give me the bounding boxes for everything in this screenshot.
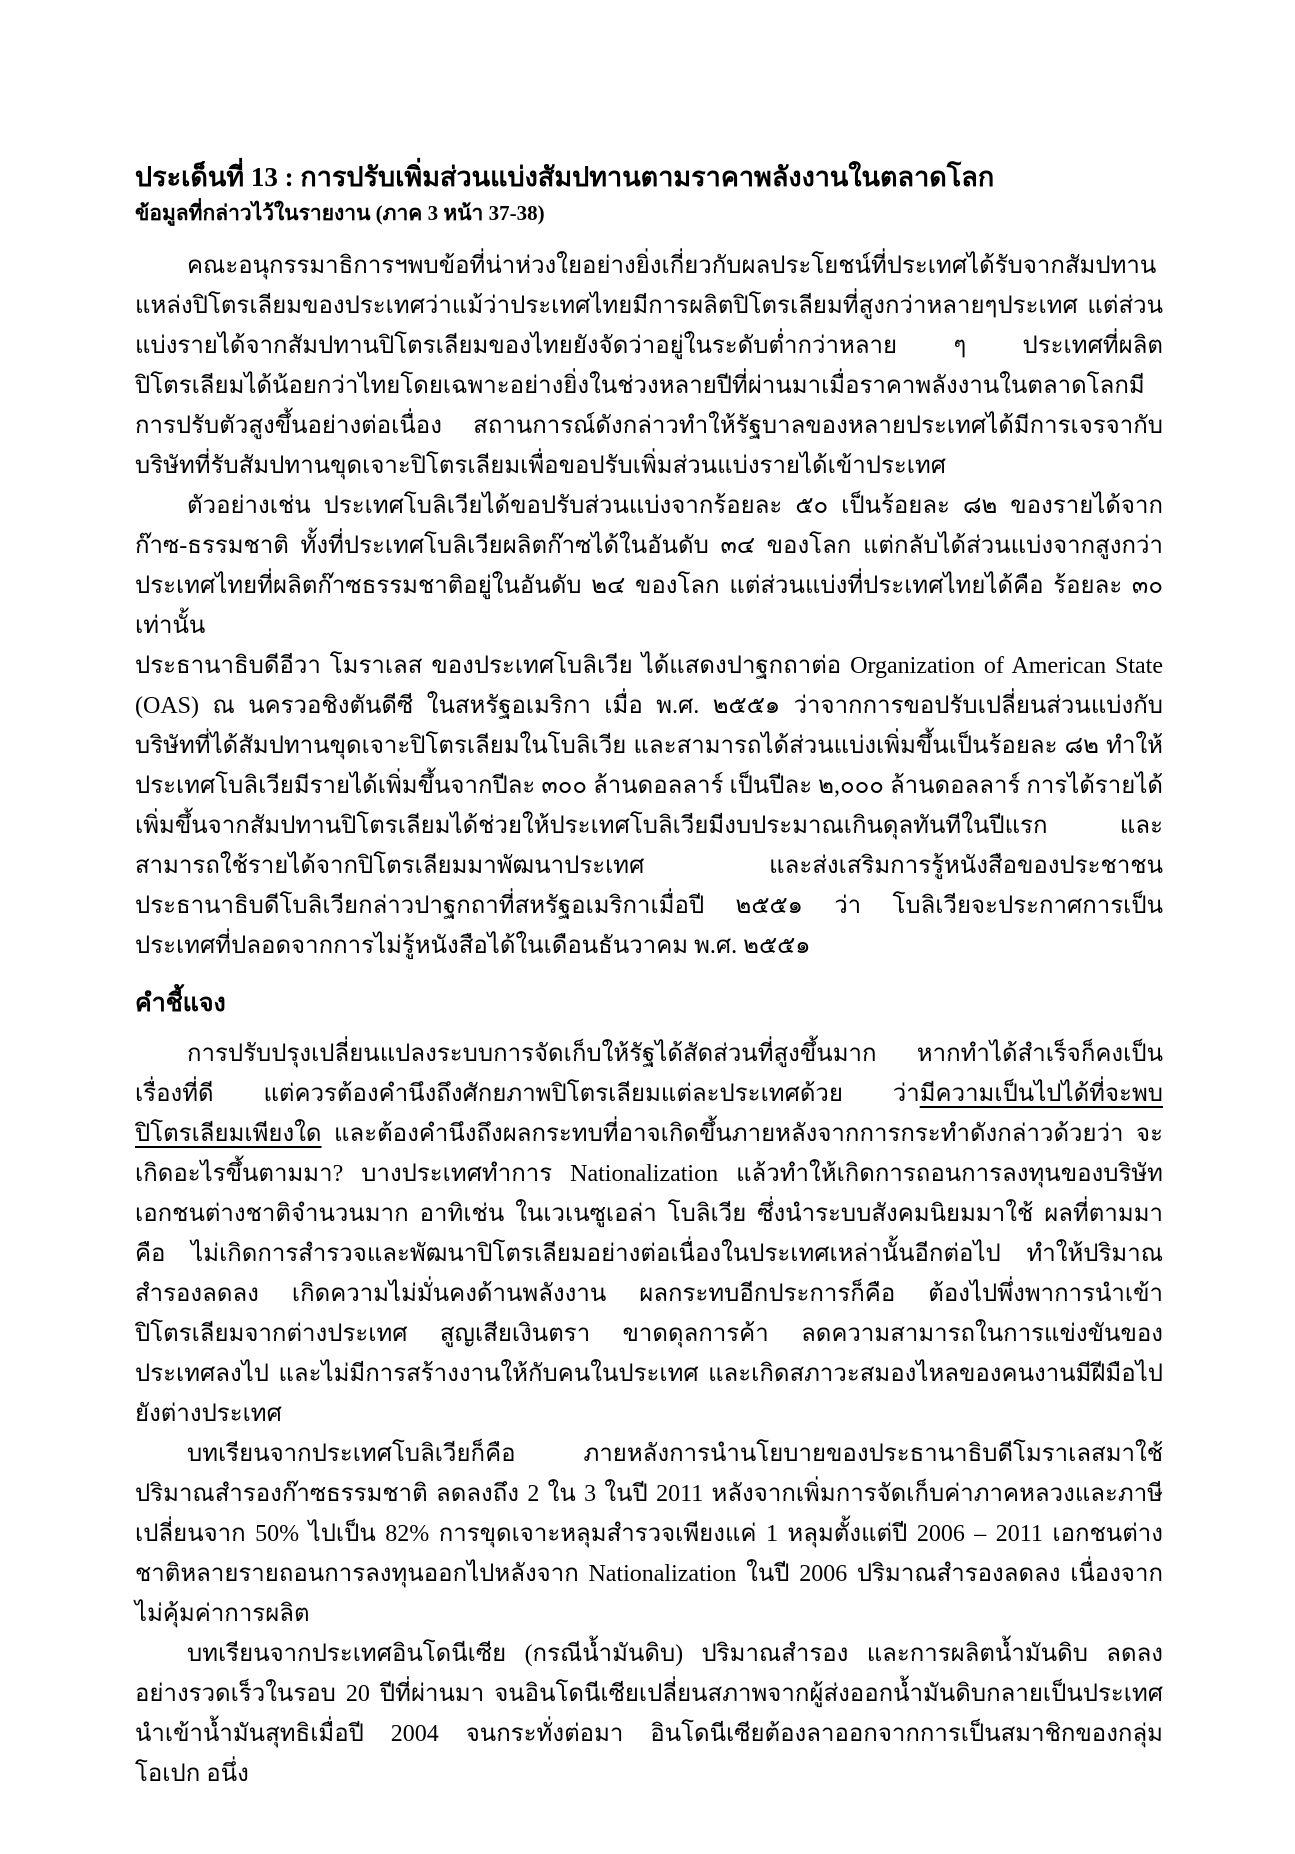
text-segment: คณะอนุกรรมาธิการฯพบข้อที่น่าห่วงใยอย่างยิ่งเกี่ยวกับผลประโยชน์ที่ประเทศได้รับจากสัมปทานแหล่งปิโตรเลียมของประเทศว่าแม้ว่าประเทศไทยมีการผลิตปิโตรเลียมที่สูงกว่าหลายๆประเทศ แต่ส่วนแบ่งรายได้จากสัมปทานปิโตรเลียมของไทยยังจัดว่าอยู่ในระดับต่ำกว่าหลาย ๆ ประเทศที่ผลิตปิโตรเลียมได้น้อยกว่าไทยโดยเฉพาะอย่างยิ่งในช่วงหลายปีที่ผ่านมาเมื่อราคาพลังงานในตลาดโลกมีการปรับตัวสูงขึ้นอย่างต่อเนื่อง สถานการณ์ดังกล่าวทำให้รัฐบาลของหลายประเทศได้มีการเจรจากับบริษัทที่รับสัมปทานขุดเจาะปิโตรเลียมเพื่อขอปรับเพิ่มส่วนแบ่งรายได้เข้าประเทศ: [135, 253, 1163, 480]
paragraph: [135, 246, 1163, 486]
document-body: [135, 246, 1163, 1794]
paragraph: [135, 1034, 1163, 1434]
paragraph: [135, 1434, 1163, 1634]
text-segment: การปรับปรุงเปลี่ยนแปลงระบบการจัดเก็บให้รัฐได้สัดส่วนที่สูงขึ้นมาก หากทำได้สำเร็จก็คงเป็นเรื่องที่ดี แต่ควรต้องคำนึงถึงศักยภาพปิโตรเลียมแต่ละประเทศด้วย ว่า: [135, 1041, 1163, 1108]
text-segment: ตัวอย่างเช่น ประเทศโบลิเวียได้ขอปรับส่วนแบ่งจากร้อยละ ๕๐ เป็นร้อยละ ๘๒ ของรายได้จากก๊าซ-ธรรมชาติ ทั้งที่ประเทศโบลิเวียผลิตก๊าซได้ในอันดับ ๓๔ ของโลก แต่กลับได้ส่วนแบ่งจากสูงกว่าประเทศไทยที่ผลิตก๊าซธรรมชาติอยู่ในอันดับ ๒๔ ของโลก แต่ส่วนแบ่งที่ประเทศไทยได้คือ ร้อยละ ๓๐ เท่านั้น: [135, 493, 1163, 640]
paragraph: [135, 1634, 1163, 1794]
paragraph: [135, 646, 1163, 966]
paragraph: [135, 486, 1163, 646]
text-segment: บทเรียนจากประเทศโบลิเวียก็คือ ภายหลังการนำนโยบายของประธานาธิบดีโมราเลสมาใช้ ปริมาณสำรองก๊าซธรรมชาติ ลดลงถึง 2 ใน 3 ในปี 2011 หลังจากเพิ่มการจัดเก็บค่าภาคหลวงและภาษีเปลี่ยนจาก 50% ไปเป็น 82% การขุดเจาะหลุมสำรวจเพียงแค่ 1 หลุมตั้งแต่ปี 2006 – 2011 เอกชนต่างชาติหลายรายถอนการลงทุนออกไปหลังจาก Nationalization ในปี 2006 ปริมาณสำรองลดลง เนื่องจากไม่คุ้มค่าการผลิต: [135, 1441, 1163, 1628]
page-title: ประเด็นที่ 13 : การปรับเพิ่มส่วนแบ่งสัมปทานตามราคาพลังงานในตลาดโลก: [135, 162, 995, 192]
page-subtitle: ข้อมูลที่กล่าวไว้ในรายงาน (ภาค 3 หน้า 37-38): [135, 201, 545, 226]
text-segment: บทเรียนจากประเทศอินโดนีเซีย (กรณีน้ำมันดิบ) ปริมาณสำรอง และการผลิตน้ำมันดิบ ลดลงอย่างรวดเร็วในรอบ 20 ปีที่ผ่านมา จนอินโดนีเซียเปลี่ยนสภาพจากผู้ส่งออกน้ำมันดิบกลายเป็นประเทศนำเข้าน้ำมันสุทธิเมื่อปี 2004 จนกระทั่งต่อมา อินโดนีเซียต้องลาออกจากการเป็นสมาชิกของกลุ่มโอเปก อนึ่ง: [135, 1641, 1163, 1788]
section-heading: คำชี้แจง: [135, 990, 226, 1018]
text-segment: และต้องคำนึงถึงผลกระทบที่อาจเกิดขึ้นภายหลังจากการกระทำดังกล่าวด้วยว่า จะเกิดอะไรขึ้นตามมา? บางประเทศทำการ Nationalization แล้วทำให้เกิดการถอนการลงทุนของบริษัทเอกชนต่างชาติจำนวนมาก อาทิเช่น ในเวเนซูเอล่า โบลิเวีย ซึ่งนำระบบสังคมนิยมมาใช้ ผลที่ตามมาคือ ไม่เกิดการสำรวจและพัฒนาปิโตรเลียมอย่างต่อเนื่องในประเทศเหล่านั้นอีกต่อไป ทำให้ปริมาณสำรองลดลง เกิดความไม่มั่นคงด้านพลังงาน ผลกระทบอีกประการก็คือ ต้องไปพึ่งพาการนำเข้าปิโตรเลียมจากต่างประเทศ สูญเสียเงินตรา ขาดดุลการค้า ลดความสามารถในการแข่งขันของประเทศลงไป และไม่มีการสร้างงานให้กับคนในประเทศ และเกิดสภาวะสมองไหลของคนงานมีฝีมือไปยังต่างประเทศ: [135, 1121, 1163, 1428]
text-segment: ประธานาธิบดีอีวา โมราเลส ของประเทศโบลิเวีย ได้แสดงปาฐกถาต่อ Organization of American State (OAS) ณ นครวอชิงตันดีซี ในสหรัฐอเมริกา เมื่อ พ.ศ. ๒๕๕๑ ว่าจากการขอปรับเปลี่ยนส่วนแบ่งกับบริษัทที่ได้สัมปทานขุดเจาะปิโตรเลียมในโบลิเวีย และสามารถได้ส่วนแบ่งเพิ่มขึ้นเป็นร้อยละ ๘๒ ทำให้ประเทศโบลิเวียมีรายได้เพิ่มขึ้นจากปีละ ๓๐๐ ล้านดอลลาร์ เป็นปีละ ๒,๐๐๐ ล้านดอลลาร์ การได้รายได้เพิ่มขึ้นจากสัมปทานปิโตรเลียมได้ช่วยให้ประเทศโบลิเวียมีงบประมาณเกินดุลทันทีในปีแรก และสามารถใช้รายได้จากปิโตรเลียมมาพัฒนาประเทศ และส่งเสริมการรู้หนังสือของประชาชน ประธานาธิบดีโบลิเวียกล่าวปาฐกถาที่สหรัฐอเมริกาเมื่อปี ๒๕๕๑ ว่า โบลิเวียจะประกาศการเป็นประเทศที่ปลอดจากการไม่รู้หนังสือได้ในเดือนธันวาคม พ.ศ. ๒๕๕๑: [135, 653, 1163, 960]
underlined-text: มีความเป็นไปได้ที่จะพบปิโตรเลียมเพียงใด: [135, 1081, 1163, 1148]
